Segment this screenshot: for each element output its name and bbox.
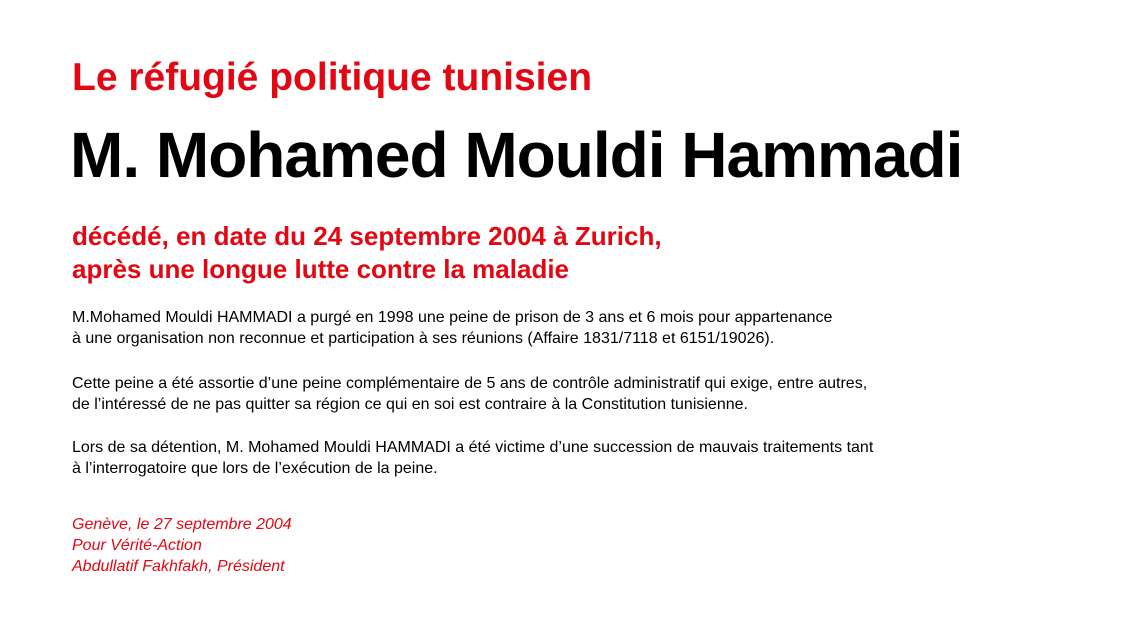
paragraph-line: à l’interrogatoire que lors de l’exécution de la peine.	[72, 460, 438, 477]
signature-organization: Pour Vérité-Action	[72, 537, 202, 554]
paragraph-line: de l’intéressé de ne pas quitter sa région ce qui en soi est contraire à la Constitution tunisienne.	[72, 396, 748, 413]
signature-place-date: Genève, le 27 septembre 2004	[72, 516, 292, 533]
body-paragraph-supervision	[72, 373, 867, 415]
paragraph-line: Lors de sa détention, M. Mohamed Mouldi HAMMADI a été victime d’une succession de mauvais traitements tant	[72, 439, 874, 456]
body-paragraph-sentence	[72, 307, 832, 349]
subtitle-heading: Le réfugié politique tunisien	[72, 56, 593, 99]
paragraph-line: à une organisation non reconnue et participation à ses réunions (Affaire 1831/7118 et 6151/19026).	[72, 330, 775, 347]
deceased-statement	[72, 220, 662, 286]
deceased-line-2: après une longue lutte contre la maladie	[72, 254, 570, 284]
paragraph-line: Cette peine a été assortie d’une peine complémentaire de 5 ans de contrôle administratif qui exige, entre autres,	[72, 375, 868, 392]
person-name-heading: M. Mohamed Mouldi Hammadi	[70, 119, 963, 191]
body-paragraph-mistreatment	[72, 437, 873, 479]
signature-signer: Abdullatif Fakhfakh, Président	[72, 558, 285, 575]
signature-block	[72, 514, 292, 577]
deceased-line-1: décédé, en date du 24 septembre 2004 à Zurich,	[72, 221, 662, 251]
paragraph-line: M.Mohamed Mouldi HAMMADI a purgé en 1998 une peine de prison de 3 ans et 6 mois pour appartenance	[72, 309, 833, 326]
